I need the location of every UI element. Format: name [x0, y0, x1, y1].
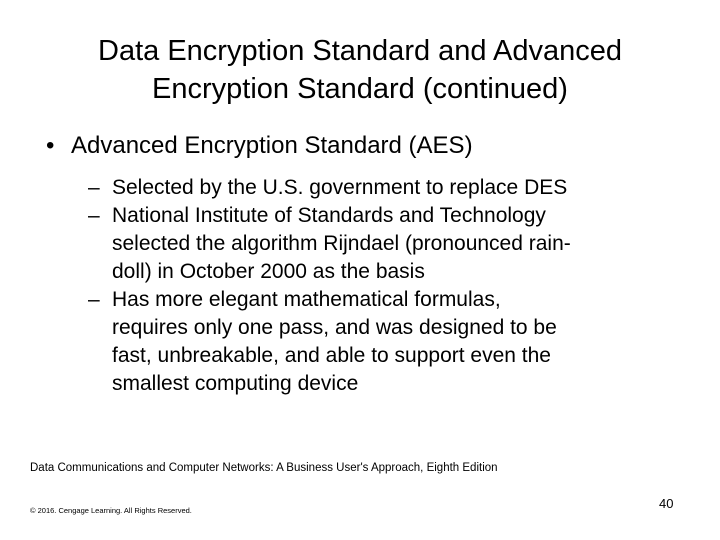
bullet-text: Advanced Encryption Standard (AES) — [71, 132, 473, 159]
bullet-item — [46, 130, 686, 162]
footer-text: Data Communications and Computer Networks: A Business User's Approach, Eighth Edition — [30, 462, 498, 474]
sub-bullet-marker: – — [88, 204, 100, 227]
sub-bullet-line: requires only one pass, and was designed to be — [112, 316, 557, 339]
bullet-list — [46, 130, 686, 398]
sub-bullet-marker: – — [88, 176, 100, 199]
sub-bullet-line: doll) in October 2000 as the basis — [112, 260, 425, 283]
sub-bullet-line: Has more elegant mathematical formulas, — [112, 288, 501, 311]
sub-bullet-line: fast, unbreakable, and able to support even the — [112, 344, 551, 367]
sub-bullet-line: selected the algorithm Rijndael (pronounced rain- — [112, 232, 571, 255]
sub-bullet-line: smallest computing device — [112, 372, 359, 395]
bullet-marker: • — [46, 132, 55, 159]
slide-title-line-2: Encryption Standard (continued) — [152, 73, 568, 105]
page-number: 40 — [659, 496, 674, 511]
sub-bullet-item — [88, 286, 682, 398]
slide-title — [40, 32, 680, 108]
sub-bullet-item — [88, 202, 682, 286]
slide-title-line-1: Data Encryption Standard and Advanced — [98, 35, 622, 67]
sub-bullet-item — [88, 174, 682, 202]
sub-bullet-line: Selected by the U.S. government to replace DES — [112, 176, 568, 199]
copyright-text: © 2016. Cengage Learning. All Rights Reserved. — [30, 506, 192, 515]
sub-bullet-line: National Institute of Standards and Technology — [112, 204, 546, 227]
sub-bullet-marker: – — [88, 288, 100, 311]
